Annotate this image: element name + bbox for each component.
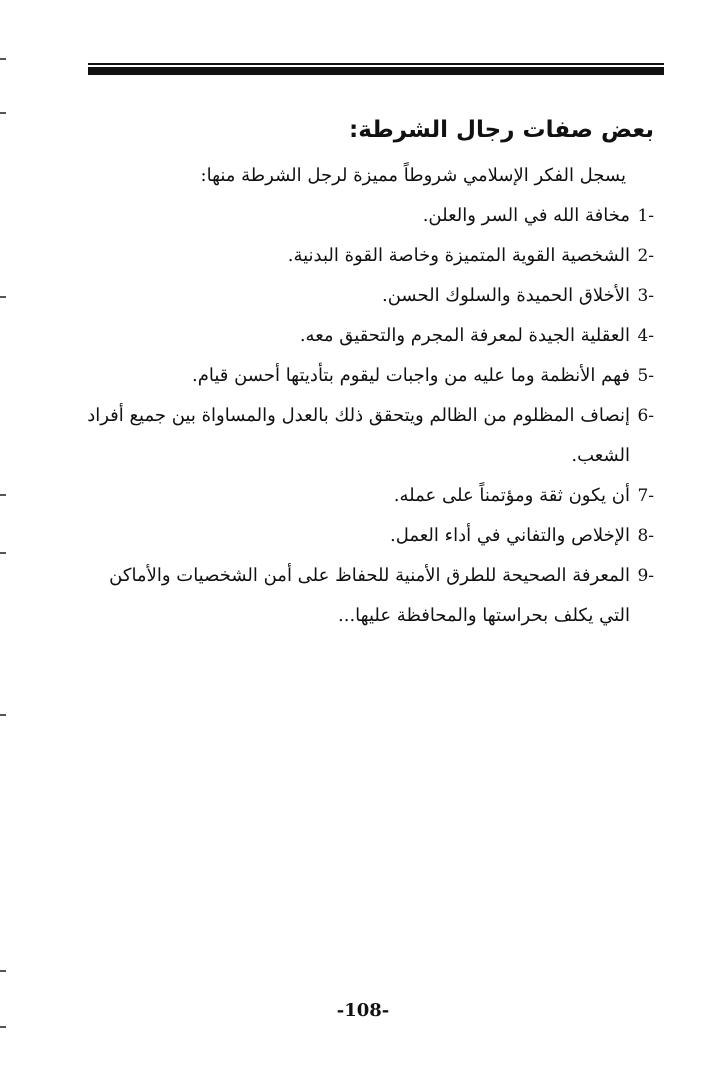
list-item [60,316,654,356]
list-item [60,276,654,316]
list-item [60,516,654,556]
item-number: 2- [637,246,654,266]
scan-edge-mark [0,112,6,114]
item-text: أن يكون ثقة ومؤتمناً على عمله. [393,485,630,506]
item-number: 7- [637,486,654,506]
list-item [60,476,654,516]
item-text-continuation: الشعب. [571,445,630,466]
item-text: مخافة الله في السر والعلن. [422,205,630,226]
list-item [60,356,654,396]
item-text: العقلية الجيدة لمعرفة المجرم والتحقيق معه. [299,325,630,346]
scan-edge-mark [0,552,6,554]
item-number: 6- [637,406,654,426]
scan-edge-mark [0,1026,6,1028]
scan-edge-mark [0,494,6,496]
item-text: فهم الأنظمة وما عليه من واجبات ليقوم بتأديتها أحسن قيام. [191,365,630,386]
item-text-continuation: التي يكلف بحراستها والمحافظة عليها... [338,605,630,626]
item-number: 3- [637,286,654,306]
qualities-list [60,196,654,636]
page-content [60,110,654,636]
scan-edge-mark [0,296,6,298]
page-number: -108- [336,1000,390,1021]
item-number: 5- [637,366,654,386]
header-rule-thick [88,67,664,75]
item-text: إنصاف المظلوم من الظالم ويتحقق ذلك بالعدل والمساواة بين جميع أفراد [87,405,630,426]
item-number: 1- [637,206,654,226]
section-heading: بعض صفات رجال الشرطة: [349,117,654,143]
header-rule-thin [88,63,664,65]
scan-edge-mark [0,714,6,716]
list-item [60,556,654,636]
scan-edge-mark [0,970,6,972]
scan-edge-mark [0,58,6,60]
item-text: الأخلاق الحميدة والسلوك الحسن. [381,285,630,306]
item-number: 4- [637,326,654,346]
list-item [60,196,654,236]
list-item [60,396,654,476]
item-text: المعرفة الصحيحة للطرق الأمنية للحفاظ على أمن الشخصيات والأماكن [109,565,630,586]
item-text: الشخصية القوية المتميزة وخاصة القوة البدنية. [287,245,630,266]
item-number: 9- [637,566,654,586]
item-number: 8- [637,526,654,546]
item-text: الإخلاص والتفاني في أداء العمل. [389,525,630,546]
list-item [60,236,654,276]
intro-paragraph: يسجل الفكر الإسلامي شروطاً مميزة لرجل الشرطة منها: [200,165,626,186]
